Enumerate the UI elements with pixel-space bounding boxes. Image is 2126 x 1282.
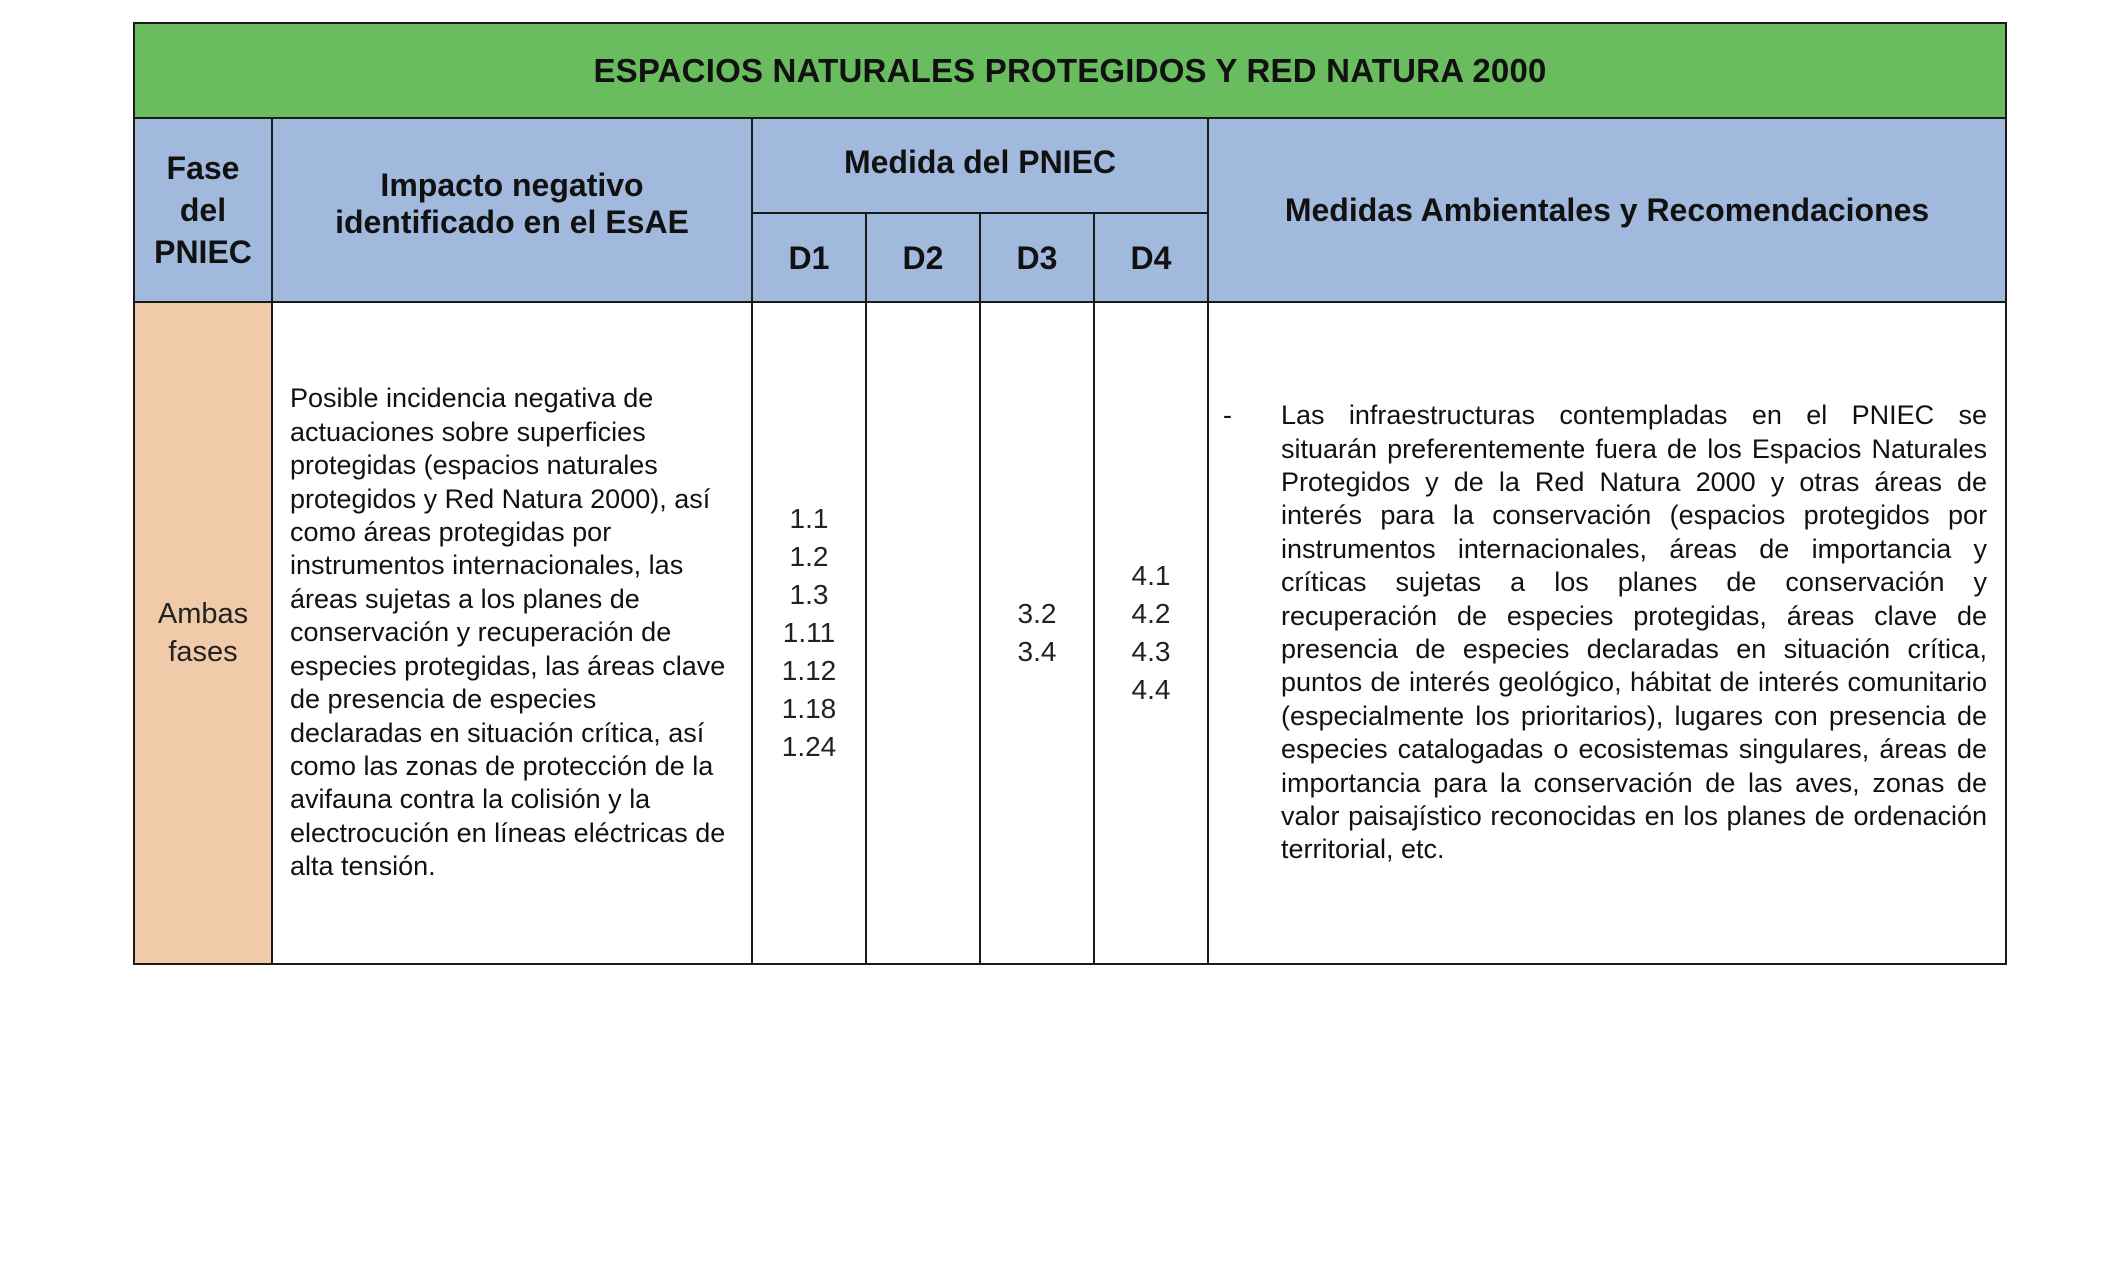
d4-measure-number: 4.3 [1131, 636, 1171, 667]
header-d2: D2 [866, 213, 980, 302]
measure-item [1223, 399, 1987, 867]
environmental-measures-table [133, 22, 2007, 965]
impact-text: Posible incidencia negativa de actuaciones sobre superficies protegidas (espacios naturales protegidos y Red Natura 2000), así como áreas protegidas por instrumentos internacionales, las áreas sujetas a los planes de conservación y recuperación de especies protegidas, las áreas clave de presencia de especies declaradas en situación crítica, así como las zonas de protección de la avifauna contra la colisión y la electrocución en líneas eléctricas de alta tensión. [290, 383, 726, 882]
d1-measure-number: 1.12 [781, 655, 837, 686]
d3-measure-number: 3.4 [1017, 636, 1057, 667]
d1-measure-number: 1.24 [781, 731, 837, 762]
d1-measure-number: 1.1 [789, 503, 829, 534]
d3-measure-number: 3.2 [1017, 598, 1057, 629]
d1-measure-number: 1.2 [789, 541, 829, 572]
d1-measure-number: 1.11 [782, 617, 836, 648]
impact-cell [272, 302, 752, 964]
d4-measure-number: 4.2 [1131, 598, 1171, 629]
header-phase: Fase del PNIEC [134, 118, 272, 302]
phase-label: Ambas fases [157, 598, 249, 668]
table-title: ESPACIOS NATURALES PROTEGIDOS Y RED NATURA 2000 [134, 23, 2006, 118]
d4-measure-number: 4.1 [1131, 560, 1171, 591]
header-d3: D3 [980, 213, 1094, 302]
d1-measure-number: 1.3 [789, 579, 829, 610]
header-measures: Medidas Ambientales y Recomendaciones [1208, 118, 2006, 302]
header-d4: D4 [1094, 213, 1208, 302]
d2-cell [866, 302, 980, 964]
d4-measure-number: 4.4 [1131, 674, 1171, 705]
d1-measure-number: 1.18 [781, 693, 837, 724]
d1-cell [752, 302, 866, 964]
phase-cell [134, 302, 272, 964]
d3-cell [980, 302, 1094, 964]
header-d1: D1 [752, 213, 866, 302]
header-medida-group: Medida del PNIEC [752, 118, 1208, 213]
measures-cell [1208, 302, 2006, 964]
header-impact: Impacto negativo identificado en el EsAE [272, 118, 752, 302]
measure-bullet: - [1223, 400, 1232, 431]
table-row [134, 302, 2006, 964]
measure-text: Las infraestructuras contempladas en el PNIEC se situarán preferentemente fuera de los Espacios Naturales Protegidos y de la Red Natura 2000 y otras áreas de interés para la conservación (espacios protegidos por instrumentos internacionales, áreas de importancia y críticas sujetas a los planes de conservación y recuperación de especies protegidas, áreas clave de presencia de especies declaradas en situación crítica, puntos de interés geológico, hábitat de interés comunitario (especialmente los prioritarios), lugares con presencia de especies catalogadas o ecosistemas singulares, áreas de importancia para la conservación de las aves, zonas de valor paisajístico reconocidas en los planes de ordenación territorial, etc. [1281, 400, 1988, 865]
d4-cell [1094, 302, 1208, 964]
